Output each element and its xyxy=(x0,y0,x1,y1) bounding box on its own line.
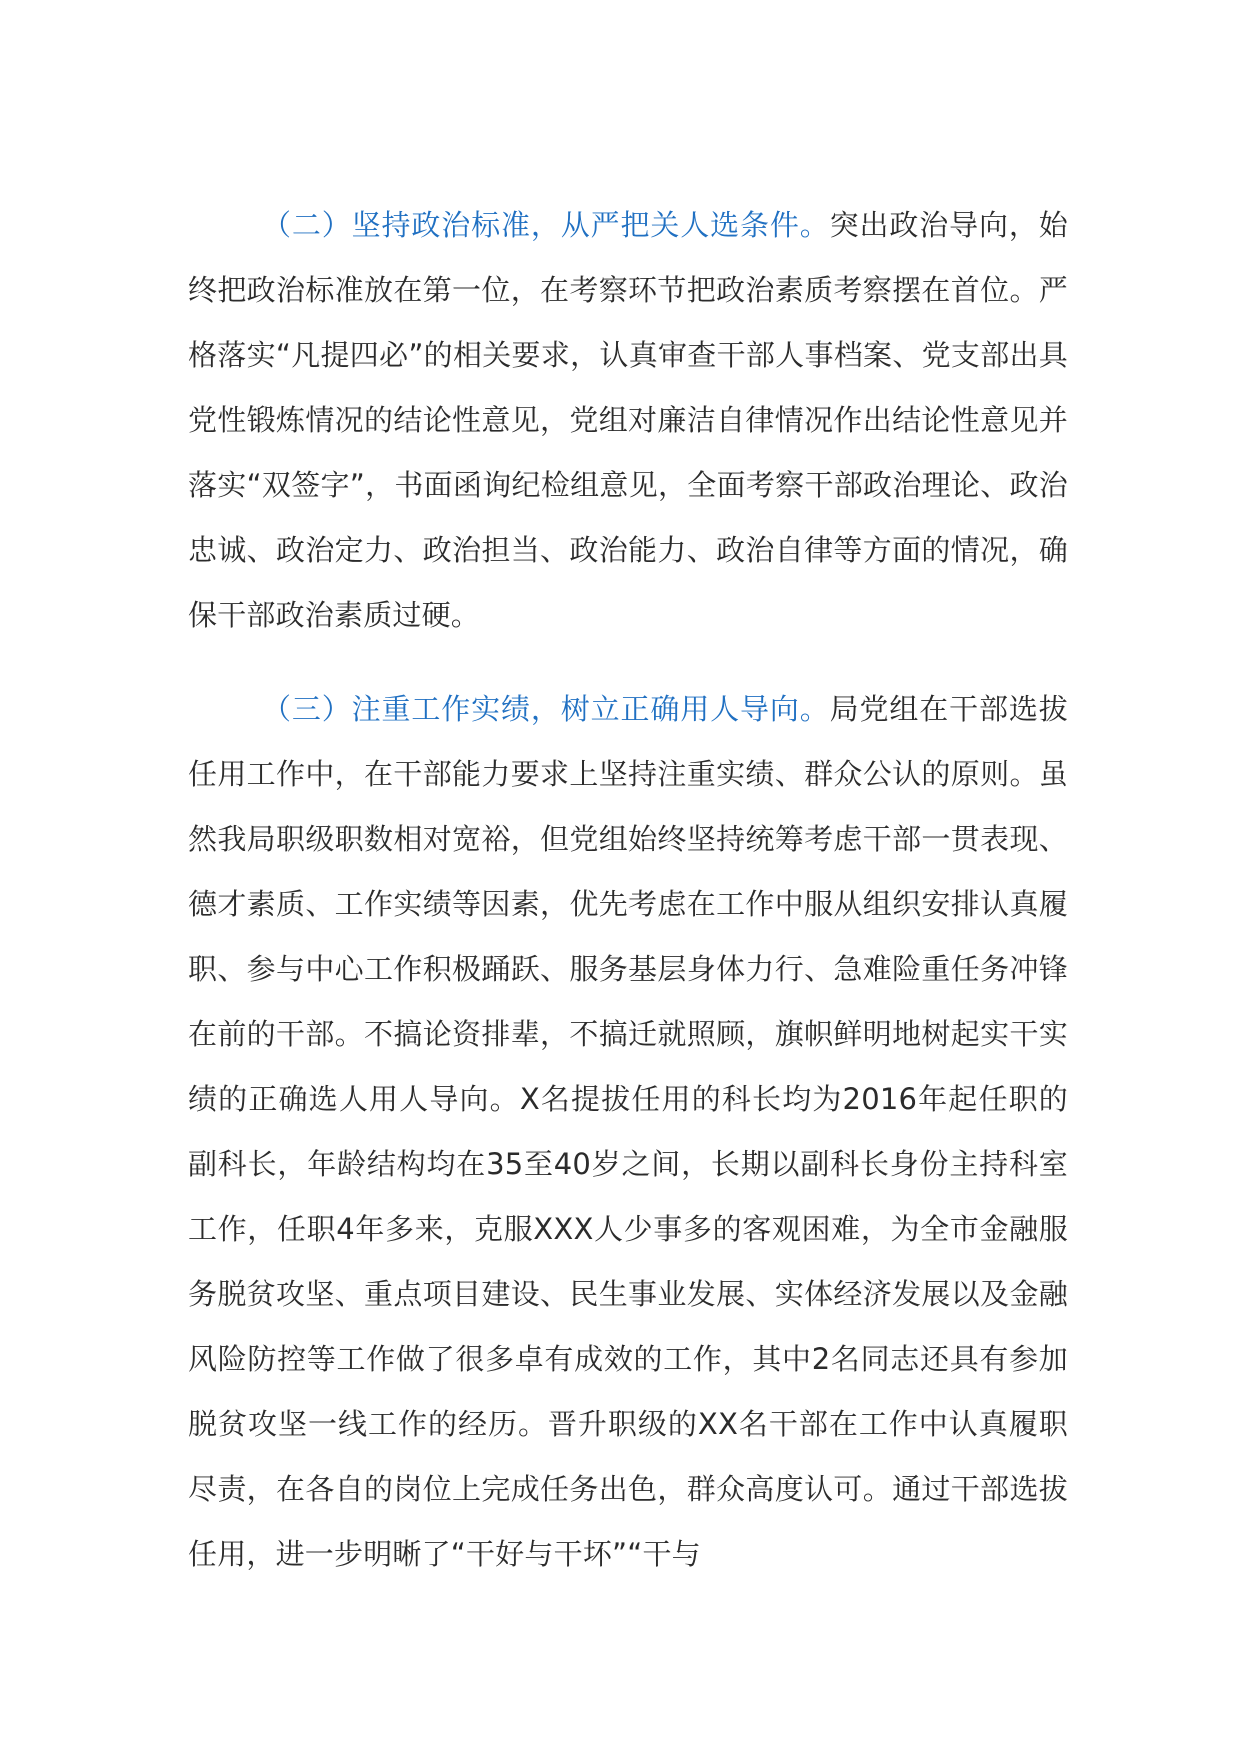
section-heading-three: （三）注重工作实绩，树立正确用人导向。 xyxy=(262,692,830,726)
section-paragraph-two xyxy=(188,193,1068,648)
section-heading-two: （二）坚持政治标准，从严把关人选条件。 xyxy=(262,208,830,242)
section-body-two: 突出政治导向，始终把政治标准放在第一位，在考察环节把政治素质考察摆在首位。严格落实“凡提四必”的相关要求，认真审查干部人事档案、党支部出具党性锻炼情况的结论性意见，党组对廉洁自律情况作出结论性意见并落实“双签字”，书面函询纪检组意见，全面考察干部政治理论、政治忠诚、政治定力、政治担当、政治能力、政治自律等方面的情况，确保干部政治素质过硬。 xyxy=(188,208,1068,632)
section-paragraph-three xyxy=(188,677,1068,1587)
section-body-three: 局党组在干部选拔任用工作中，在干部能力要求上坚持注重实绩、群众公认的原则。虽然我局职级职数相对宽裕，但党组始终坚持统筹考虑干部一贯表现、德才素质、工作实绩等因素，优先考虑在工作中服从组织安排认真履职、参与中心工作积极踊跃、服务基层身体力行、急难险重任务冲锋在前的干部。不搞论资排辈，不搞迁就照顾，旗帜鲜明地树起实干实绩的正确选人用人导向。X名提拔任用的科长均为2016年起任职的副科长，年龄结构均在35至40岁之间，长期以副科长身份主持科室工作，任职4年多来，克服XXX人少事多的客观困难，为全市金融服务脱贫攻坚、重点项目建设、民生事业发展、实体经济发展以及金融风险防控等工作做了很多卓有成效的工作，其中2名同志还具有参加脱贫攻坚一线工作的经历。晋升职级的XX名干部在工作中认真履职尽责，在各自的岗位上完成任务出色，群众高度认可。通过干部选拔任用，进一步明晰了“干好与干坏”“干与 xyxy=(188,692,1068,1571)
